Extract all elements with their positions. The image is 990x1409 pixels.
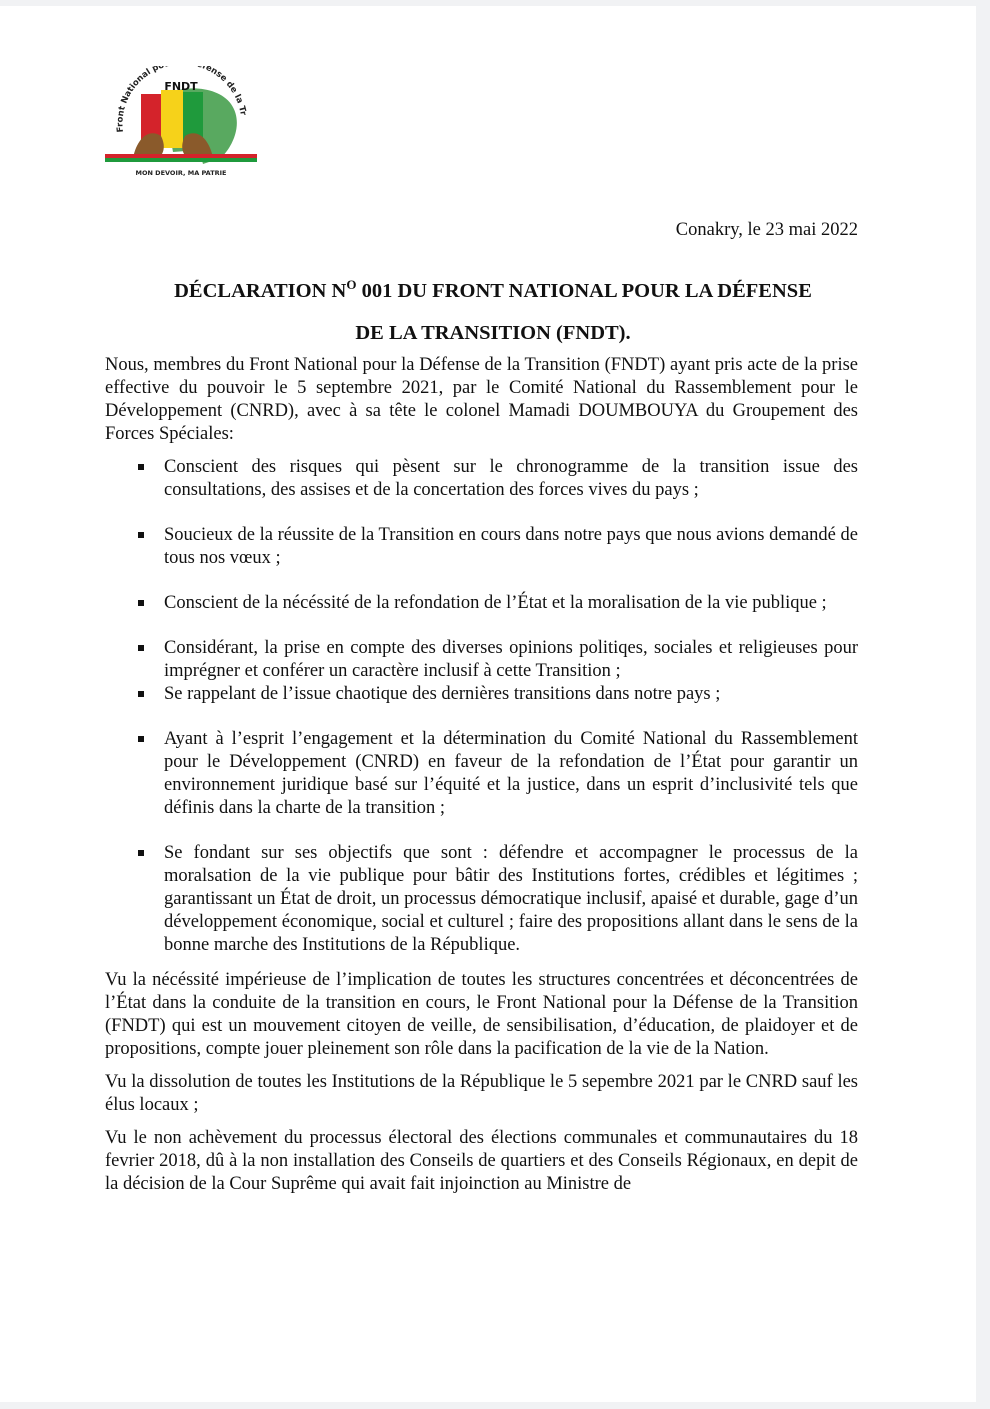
bullet-icon [138,464,144,470]
list-item: Conscient des risques qui pèsent sur le chronogramme de la transition issue des consultations, des assises et de la concertation des forces vives du pays ; [105,456,858,502]
list-item: Considérant, la prise en compte des diverses opinions politiqes, sociales et religieuses pour imprégner et conférer un caractère inclusif à cette Transition ; [105,637,858,683]
logo-ring-text: Front National po fense de la Tr [115,66,248,133]
considerations-list [105,456,858,957]
body-paragraph: Vu la nécéssité impérieuse de l’implication de toutes les structures concentrées et déconcentrées de l’État dans la conduite de la transition en cours, le Front National pour la Défense de la Transition (FNDT) qui est un mouvement citoyen de veille, de sensibilisation, d’éducation, de plaidoyer et de propositions, compte jouer pleinement son rôle dans la pacification de la vie de la Nation. [105,970,858,1059]
declaration-title [105,264,881,354]
fndt-logo [103,66,258,181]
title-line-2: DE LA TRANSITION (FNDT). [355,321,631,344]
bullet-icon [138,645,144,651]
body-paragraph: Vu la dissolution de toutes les Institutions de la République le 5 sepembre 2021 par le CNRD sauf les élus locaux ; [105,1072,858,1115]
list-item: Ayant à l’esprit l’engagement et la détermination du Comité National du Rassemblement pour le Développement (CNRD) en faveur de la refondation de l’État pour garantir un environnement juridique basé sur l’équité et la justice, dans un esprit d’inclusivité tels que définis dans la charte de la transition ; [105,728,858,820]
list-item: Se fondant sur ses objectifs que sont : défendre et accompagner le processus de la moralsation de la vie publique pour bâtir des Institutions fortes, crédibles et légitimes ; garantissant un État de droit, un processus démocratique inclusif, apaisé et durable, gage d’un développement économique, social et culturel ; faire des propositions allant dans le sens de la bonne marche des Institutions de la République. [105,842,858,957]
title-line-1: DÉCLARATION $N^O$ 001 DU FRONT NATIONAL POUR LA DÉFENSE [174,277,812,302]
bullet-icon [138,600,144,606]
body-paragraph: Vu le non achèvement du processus électoral des élections communales et communautaires du 18 fevrier 2018, dû à la non installation des Conseils de quartiers et des Conseils Régionaux, en depit de la décision de la Cour Suprême qui avait fait injoinction au Ministre de [105,1128,858,1194]
declaration-body [105,354,858,1206]
bullet-icon [138,736,144,742]
list-item: Conscient de la nécéssité de la refondation de l’État et la moralisation de la vie publique ; [105,592,858,615]
logo-motto: MON DEVOIR, MA PATRIE [135,169,227,177]
intro-paragraph: Nous, membres du Front National pour la Défense de la Transition (FNDT) ayant pris acte de la prise effective du pouvoir le 5 septembre 2021, par le Comité National du Rassemblement pour le Développement (CNRD), avec à sa tête le colonel Mamadi DOUMBOUYA du Groupement des Forces Spéciales: [105,355,858,444]
list-item: Soucieux de la réussite de la Transition en cours dans notre pays que nous avions demandé de tous nos vœux ; [105,524,858,570]
list-item: Se rappelant de l’issue chaotique des dernières transitions dans notre pays ; [105,683,858,706]
logo-acronym: FNDT [164,80,198,93]
fndt-emblem-icon [103,66,258,181]
bullet-icon [138,850,144,856]
bullet-icon [138,532,144,538]
date-line: Conakry, le 23 mai 2022 [675,220,858,240]
bullet-icon [138,691,144,697]
document-page [0,6,976,1402]
